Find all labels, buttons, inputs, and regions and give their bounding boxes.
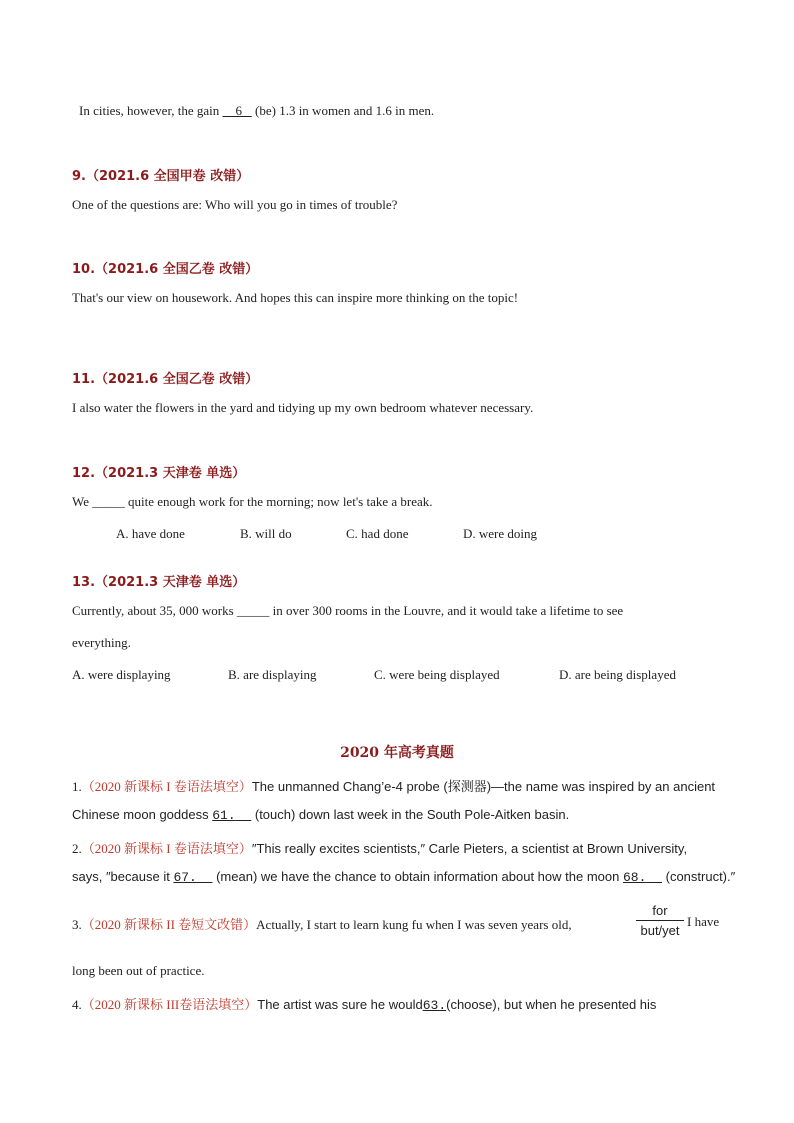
answer-blank: 6: [235, 103, 243, 118]
problem-text: (mean) we have the chance to obtain information about how the moon: [216, 869, 620, 884]
answer-blank: 68.: [622, 870, 647, 885]
problem-number: 1.: [72, 779, 82, 794]
problem-text: Chinese moon goddess: [72, 807, 209, 822]
option-d: D. are being displayed: [559, 667, 676, 682]
problem-text: (choose), but when he presented his: [446, 997, 657, 1012]
problem-source: （2020 新课标 I 卷语法填空）: [81, 841, 252, 856]
option-c: C. were being displayed: [374, 667, 500, 682]
problem-1-line-2: [72, 807, 569, 823]
problem-text: (touch) down last week in the South Pole-Aitken basin.: [254, 807, 570, 822]
problem-3-line-2: long been out of practice.: [72, 963, 205, 978]
problem-text: (construct).″: [665, 869, 736, 884]
problem-source: （2020 新课标 III卷语法填空）: [81, 997, 258, 1012]
problem-4-line-1: [72, 994, 656, 1013]
option-a: A. were displaying: [72, 667, 171, 682]
question-12-text: We _____ quite enough work for the morning; now let's take a break.: [72, 494, 433, 509]
problem-2-line-1: [72, 838, 687, 857]
problem-number: 4.: [72, 997, 82, 1012]
option-a: A. have done: [116, 526, 185, 541]
problem-number: 3.: [72, 917, 82, 932]
section-title: 2020 年高考真题: [340, 745, 454, 761]
correction-original: for: [636, 903, 684, 921]
intro-line: [79, 103, 434, 119]
problem-text: The unmanned Chang’e-4 probe (探测器)—the name was inspired by an ancient: [251, 779, 716, 794]
answer-blank: 67.: [173, 870, 197, 885]
problem-number: 2.: [72, 841, 82, 856]
problem-text: ″This really excites scientists,″ Carle Pieters, a scientist at Brown University,: [251, 841, 688, 856]
question-9-text: One of the questions are: Who will you go in times of trouble?: [72, 197, 398, 212]
intro-text: In cities, however, the gain: [79, 103, 220, 118]
question-9-header: 9.（2021.6 全国甲卷 改错）: [72, 169, 250, 184]
option-b: B. will do: [240, 526, 292, 541]
question-10-text: That's our view on housework. And hopes this can inspire more thinking on the topic!: [72, 290, 519, 305]
question-11-header: 11.（2021.6 全国乙卷 改错）: [72, 372, 259, 387]
problem-text: Actually, I start to learn kung fu when I was seven years old,: [256, 917, 572, 932]
question-13-text-cont: everything.: [72, 635, 131, 650]
correction-replacement: but/yet: [640, 923, 680, 938]
question-11-text: I also water the flowers in the yard and tidying up my own bedroom whatever necessary.: [72, 400, 534, 415]
problem-source: （2020 新课标 I 卷语法填空）: [81, 779, 252, 794]
question-12-header: 12.（2021.3 天津卷 单选）: [72, 466, 246, 481]
answer-blank: 63.: [422, 998, 447, 1013]
problem-3-line-1-end: I have: [687, 914, 720, 929]
answer-blank: 61.: [212, 808, 236, 823]
problem-text: The artist was sure he would: [257, 997, 423, 1012]
option-b: B. are displaying: [228, 667, 317, 682]
option-c: C. had done: [346, 526, 409, 541]
correction-fraction: [636, 903, 684, 938]
question-10-header: 10.（2021.6 全国乙卷 改错）: [72, 262, 259, 277]
problem-1-line-1: [72, 776, 715, 795]
problem-3-line-1: [72, 914, 572, 933]
problem-2-line-2: [72, 869, 735, 885]
problem-source: （2020 新课标 II 卷短文改错）: [81, 917, 257, 932]
question-13-text: Currently, about 35, 000 works _____ in over 300 rooms in the Louvre, and it would take a lifetime to see: [72, 603, 624, 618]
option-d: D. were doing: [463, 526, 538, 541]
question-13-header: 13.（2021.3 天津卷 单选）: [72, 575, 246, 590]
problem-text: says, ″because it: [72, 869, 170, 884]
intro-text-end: (be) 1.3 in women and 1.6 in men.: [255, 103, 435, 118]
